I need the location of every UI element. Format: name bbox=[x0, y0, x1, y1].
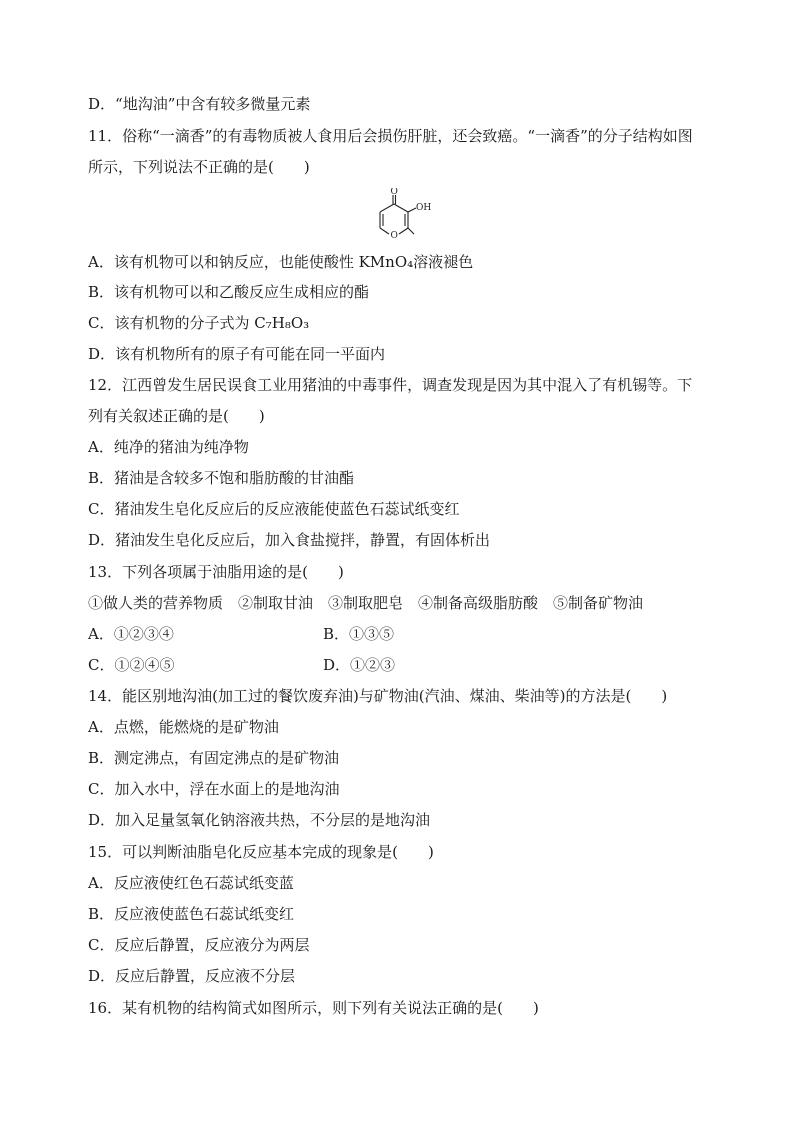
bond bbox=[408, 228, 414, 234]
q15-option-b: B．反应液使蓝色石蕊试纸变红 bbox=[88, 905, 295, 923]
bond bbox=[399, 228, 408, 234]
bond bbox=[380, 204, 394, 212]
q16-stem: 16．某有机物的结构简式如图所示，则下列有关说法正确的是( ) bbox=[88, 999, 539, 1017]
q14-option-c: C．加入水中，浮在水面上的是地沟油 bbox=[88, 780, 340, 798]
q11-stem-line2: 所示，下列说法不正确的是( ) bbox=[88, 158, 310, 176]
bond bbox=[380, 228, 389, 234]
q12-option-d: D．猪油发生皂化反应后，加入食盐搅拌，静置，有固体析出 bbox=[88, 531, 491, 549]
atom-label-oh: OH bbox=[416, 203, 432, 213]
bond bbox=[408, 208, 416, 212]
q15-option-a: A．反应液使红色石蕊试纸变蓝 bbox=[88, 874, 294, 892]
q14-option-a: A．点燃，能燃烧的是矿物油 bbox=[88, 718, 279, 736]
q14-option-d: D．加入足量氢氧化钠溶液共热，不分层的是地沟油 bbox=[88, 811, 431, 829]
q13-items: ①做人类的营养物质 ②制取甘油 ③制取肥皂 ④制备高级脂肪酸 ⑤制备矿物油 bbox=[88, 594, 644, 612]
q12-stem-line2: 列有关叙述正确的是( ) bbox=[88, 407, 265, 425]
bond bbox=[394, 204, 408, 212]
q12-option-b: B．猪油是含较多不饱和脂肪酸的甘油酯 bbox=[88, 469, 355, 487]
q15-option-c: C．反应后静置，反应液分为两层 bbox=[88, 936, 310, 954]
q10-option-d: D．“地沟油”中含有较多微量元素 bbox=[88, 95, 311, 113]
molecule-structure-diagram bbox=[366, 188, 436, 246]
atom-label-ring-o: O bbox=[390, 231, 398, 241]
q11-option-d: D．该有机物所有的原子有可能在同一平面内 bbox=[88, 345, 386, 363]
q14-stem: 14．能区别地沟油(加工过的餐饮废弃油)与矿物油(汽油、煤油、柴油等)的方法是( ) bbox=[88, 687, 668, 705]
q13-option-a: A．①②③④ bbox=[88, 625, 174, 643]
q13-option-b: B．①③⑤ bbox=[323, 625, 395, 643]
q13-stem: 13．下列各项属于油脂用途的是( ) bbox=[88, 563, 344, 581]
q12-option-c: C．猪油发生皂化反应后的反应液能使蓝色石蕊试纸变红 bbox=[88, 500, 460, 518]
q12-stem-line1: 12．江西曾发生居民误食工业用猪油的中毒事件，调查发现是因为其中混入了有机锡等。下 bbox=[88, 376, 693, 394]
q15-option-d: D．反应后静置，反应液不分层 bbox=[88, 967, 296, 985]
q13-option-c: C．①②④⑤ bbox=[88, 656, 175, 674]
q13-option-d: D．①②③ bbox=[323, 656, 396, 674]
q14-option-b: B．测定沸点，有固定沸点的是矿物油 bbox=[88, 749, 340, 767]
q12-option-a: A．纯净的猪油为纯净物 bbox=[88, 438, 249, 456]
maltol-structure-svg bbox=[366, 188, 436, 246]
q11-option-a: A．该有机物可以和钠反应，也能使酸性 KMnO₄溶液褪色 bbox=[88, 253, 474, 271]
q15-stem: 15．可以判断油脂皂化反应基本完成的现象是( ) bbox=[88, 843, 434, 861]
q11-stem-line1: 11．俗称“一滴香”的有毒物质被人食用后会损伤肝脏，还会致癌。“一滴香”的分子结构如图 bbox=[88, 127, 693, 145]
q11-option-c: C．该有机物的分子式为 C₇H₈O₃ bbox=[88, 314, 310, 332]
q11-option-b: B．该有机物可以和乙酸反应生成相应的酯 bbox=[88, 283, 370, 301]
atom-label-carbonyl-o: O bbox=[390, 188, 398, 197]
